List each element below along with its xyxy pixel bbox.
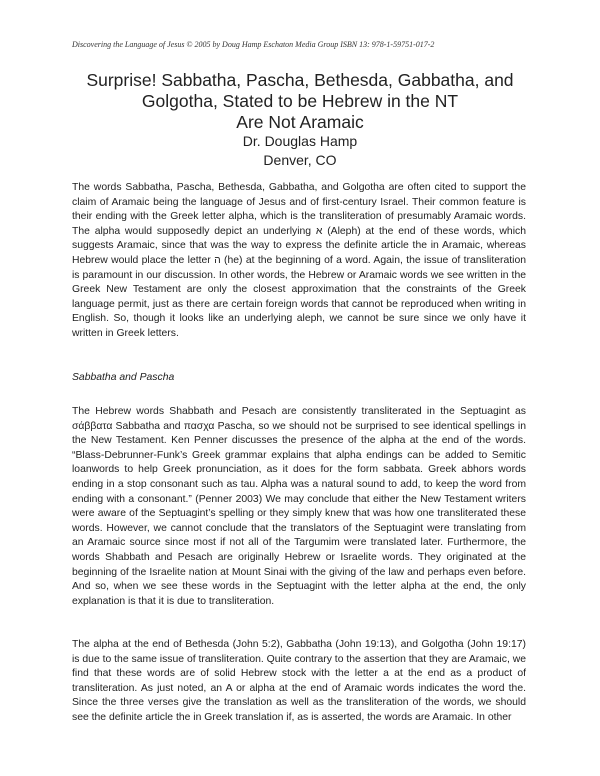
page-title [40, 70, 560, 133]
page-header-citation: Discovering the Language of Jesus © 2005 by Doug Hamp Eschaton Media Group ISBN 13: 978-1-59751-017-2 [72, 40, 435, 49]
section-heading-sabbatha-pascha: Sabbatha and Pascha [72, 372, 175, 383]
sabbatha-paragraph: The Hebrew words Shabbath and Pesach are consistently transliterated in the Septuagint as σάββατα Sabbatha and πασχα Pascha, so we should not be surprised to see identical spellings in the New Testament. Ken Penner discusses the presence of the alpha at the end of the words. “Blass-Debrunner-Funk’s Greek grammar explains that alpha endings can be added to Semitic loanwords to help Greek pronunciation, as it does for the form sabbata. Greek abhors words ending in a stop consonant such as tau. Alpha was a natural sound to add, to keep the word from ending with a consonant.” (Penner 2003) We may conclude that either the New Testament writers were aware of the Septuagint’s spelling or they simply knew that was how one transliterated these words. However, we cannot conclude that the translators of the Septuagint were translating from an Aramaic source since most if not all of the Targumim were translated later. Furthermore, the words Shabbath and Pesach are originally Hebrew or Israelite words. They originated at the beginning of the Israelite nation at Mount Sinai with the giving of the law and perhaps even before. And so, when we see these words in the Septuagint with the letter alpha at the end, the only explanation is that it is due to transliteration. [72, 406, 526, 607]
bethesda-paragraph: The alpha at the end of Bethesda (John 5:2), Gabbatha (John 19:13), and Golgotha (John 19:17) is due to the same issue of transliteration. Quite contrary to the assertion that they are Aramaic, we find that these words are of solid Hebrew stock with the letter a at the end as a product of transliteration. As just noted, an A or alpha at the end of Aramaic words indicates the word the. Since the three verses give the translation as well as the transliteration of the words, we should see the definite article the in Greek translation if, as is asserted, the words are Aramaic. In other [72, 639, 526, 723]
intro-paragraph: The words Sabbatha, Pascha, Bethesda, Gabbatha, and Golgotha are often cited to support the claim of Aramaic being the language of Jesus and of first-century Israel. Their common feature is their ending with the Greek letter alpha, which is the transliteration of presumably Aramaic words. The alpha would supposedly depict an underlying א (Aleph) at the end of these words, which suggests Aramaic, since that was the way to express the definite article the in Aramaic, whereas Hebrew would place the letter ה (he) at the beginning of a word. Again, the issue of transliteration is paramount in our discussion. In other words, the Hebrew or Aramaic words we see written in the Greek New Testament are only the closest approximation that the constraints of the Greek language permit, just as there are certain foreign words that cannot be reproduced when writing in English. So, though it looks like an underlying aleph, we cannot be sure since we only have it written in Greek letters. [72, 182, 527, 339]
title-line-1: Surprise! Sabbatha, Pascha, Bethesda, Gabbatha, and [86, 70, 514, 90]
author-name: Dr. Douglas Hamp [242, 133, 358, 149]
title-line-2: Golgotha, Stated to be Hebrew in the NT [141, 91, 459, 111]
title-line-3: Are Not Aramaic [236, 112, 364, 132]
author-location: Denver, CO [263, 152, 337, 168]
